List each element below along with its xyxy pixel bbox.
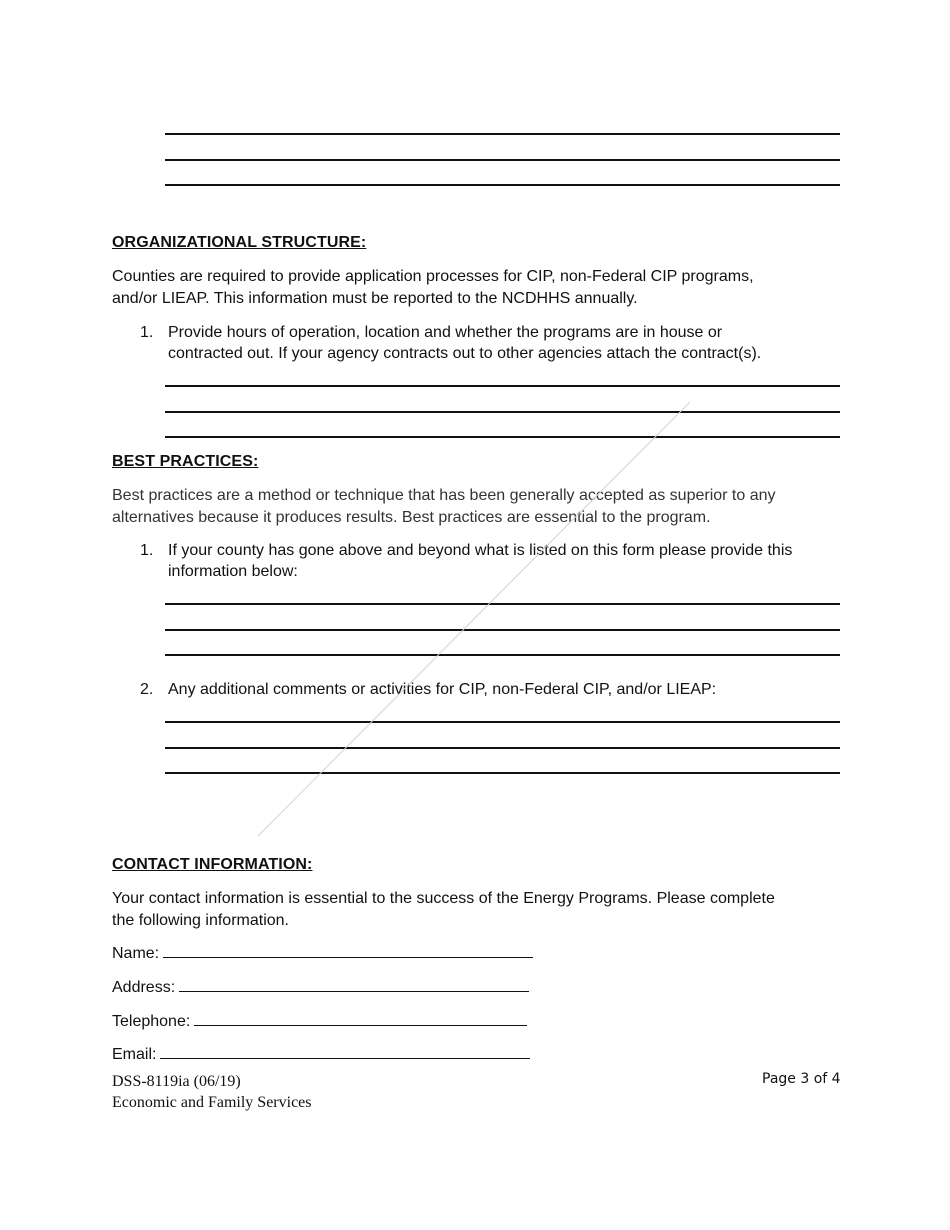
email-input-line[interactable] <box>160 1044 530 1059</box>
address-input-line[interactable] <box>179 977 529 992</box>
division-name: Economic and Family Services <box>112 1094 312 1111</box>
best-practices-intro: Best practices are a method or technique that has been generally accepted as superior to any alternatives because it produces results. Best practices are essential to the program. <box>112 487 776 526</box>
page-number: Page 3 of 4 <box>762 1071 841 1087</box>
contact-info-heading: CONTACT INFORMATION: <box>112 856 313 873</box>
name-field <box>112 943 533 964</box>
org-structure-intro: Counties are required to provide application processes for CIP, non-Federal CIP programs, and/or LIEAP. This information must be reported to the NCDHHS annually. <box>112 268 754 307</box>
address-field <box>112 977 529 998</box>
name-label: Name: <box>112 945 160 962</box>
email-label: Email: <box>112 1046 157 1063</box>
telephone-field <box>112 1011 527 1032</box>
telephone-label: Telephone: <box>112 1013 191 1030</box>
address-label: Address: <box>112 979 176 996</box>
form-page: ORGANIZATIONAL STRUCTURE: Counties are required to provide application processes for CIP, non-Federal CIP programs, and/or LIEAP. This information must be reported to the NCDHHS annually. 1. Provide hours of operation, location and whether the programs are in house or contracted out. If your agency contracts out to other agencies attach the contract(s). BEST PRACTICES: Best practices are a method or technique that has been generally accepted as superior to any alternatives because it produces results. Best practices are essential to the program. 1. If your county has gone above and beyond what is listed on this form please provide this information below: 2. Any additional comments or activities for CIP, non-Federal CIP, and/or LIEAP: CONTACT INFORMATION: Your contact information is essential to the success of the Energy Programs. Please complete the following information. Name: Address: Telephone: Email: DSS-8119ia (06/19) Economic and Family Services Page 3 of 4 <box>0 0 950 1230</box>
footer-form-info <box>112 1071 312 1113</box>
contact-info-intro: Your contact information is essential to the success of the Energy Programs. Please complete the following information. <box>112 890 775 929</box>
email-field <box>112 1044 530 1065</box>
org-structure-heading: ORGANIZATIONAL STRUCTURE: <box>112 234 367 251</box>
telephone-input-line[interactable] <box>194 1011 527 1026</box>
name-input-line[interactable] <box>163 943 533 958</box>
form-id: DSS-8119ia (06/19) <box>112 1073 241 1090</box>
best-practices-heading: BEST PRACTICES: <box>112 453 259 470</box>
